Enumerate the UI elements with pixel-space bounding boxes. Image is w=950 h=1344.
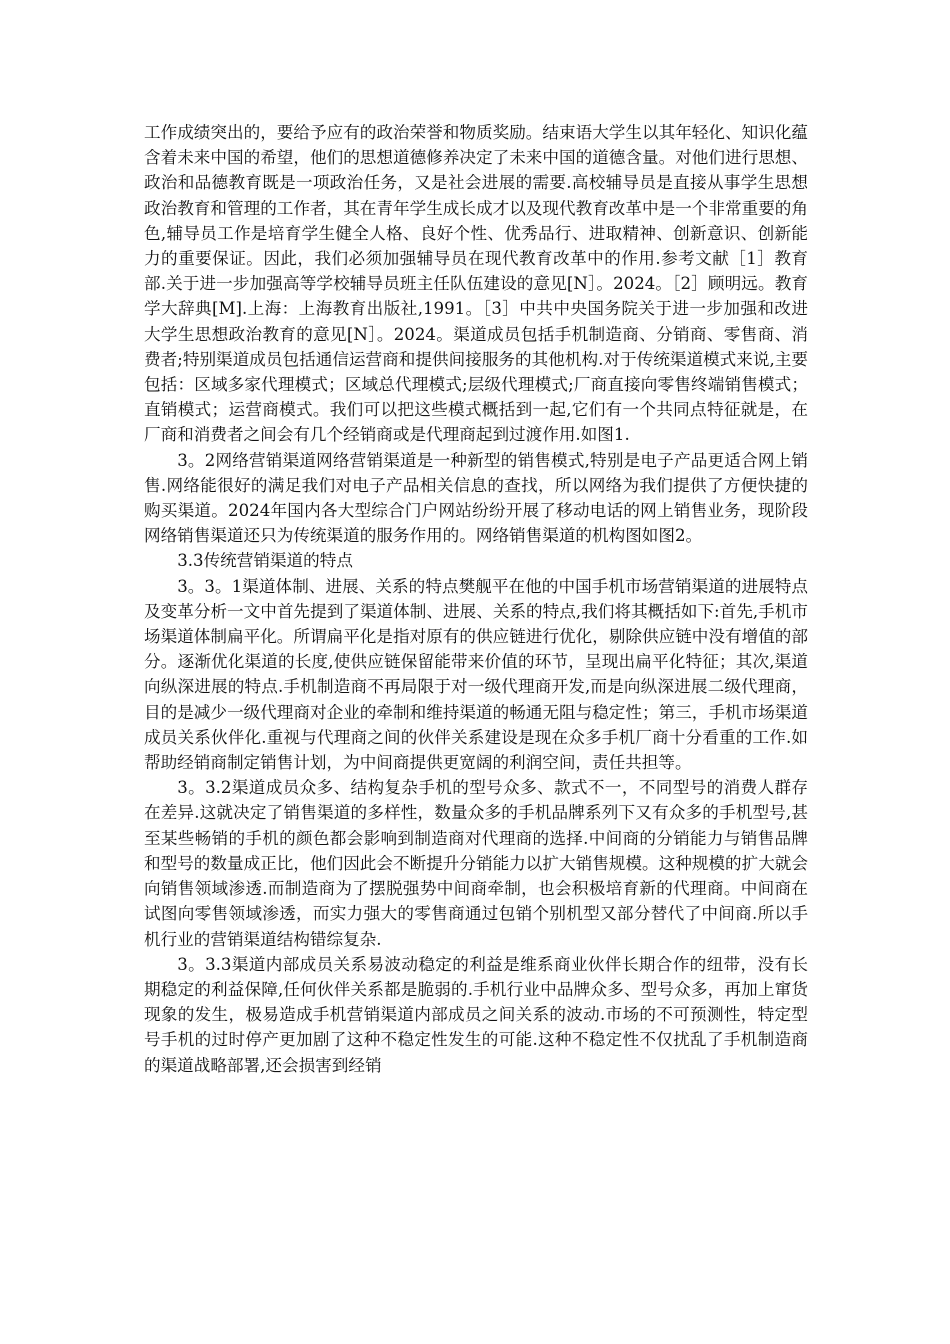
paragraph-3-3-2: 3。3.2渠道成员众多、结构复杂手机的型号众多、款式不一，不同型号的消费人群存在差异.这就决定了销售渠道的多样性，数量众多的手机品牌系列下又有众多的手机型号,甚至某些畅销的手机的颜色都会影响到制造商对代理商的选择.中间商的分销能力与销售品牌和型号的数量成正比，他们因此会不断提升分销能力以扩大销售规模。这种规模的扩大就会向销售领域渗透.而制造商为了摆脱强势中间商牵制，也会积极培育新的代理商。中间商在试图向零售领域渗透，而实力强大的零售商通过包销个别机型又部分替代了中间商.所以手机行业的营销渠道结构错综复杂. [144,778,808,949]
paragraph-3-3-3: 3。3.3渠道内部成员关系易波动稳定的利益是维系商业伙伴长期合作的纽带，没有长期稳定的利益保障,任何伙伴关系都是脆弱的.手机行业中品牌众多、型号众多，再加上窜货现象的发生，极易造成手机营销渠道内部成员之间关系的波动.市场的不可预测性，特定型号手机的过时停产更加剧了这种不稳定性发生的可能.这种不稳定性不仅扰乱了手机制造商的渠道战略部署,还会损害到经销 [144,954,808,1075]
document-body [144,120,808,1078]
section-heading-3-3: 3.3传统营销渠道的特点 [177,551,353,571]
paragraph-intro-references: 工作成绩突出的，要给予应有的政治荣誉和物质奖励。结束语大学生以其年轻化、知识化蕴含着未来中国的希望，他们的思想道德修养决定了未来中国的道德含量。对他们进行思想、政治和品德教育既是一项政治任务，又是社会进展的需要.高校辅导员是直接从事学生思想政治教育和管理的工作者，其在青年学生成长成才以及现代教育改革中是一个非常重要的角色,辅导员工作是培育学生健全人格、良好个性、优秀品行、进取精神、创新意识、创新能力的重要保证。因此，我们必须加强辅导员在现代教育改革中的作用.参考文献［1］教育部.关于进一步加强高等学校辅导员班主任队伍建设的意见[N］。2024。［2］顾明远。教育学大辞典[M].上海：上海教育出版社,1991。［3］中共中央国务院关于进一步加强和改进大学生思想政治教育的意见[N］。2024。渠道成员包括手机制造商、分销商、零售商、消费者;特别渠道成员包括通信运营商和提供间接服务的其他机构.对于传统渠道模式来说,主要包括：区域多家代理模式；区域总代理模式;层级代理模式;厂商直接向零售终端销售模式；直销模式；运营商模式。我们可以把这些模式概括到一起,它们有一个共同点特征就是，在厂商和消费者之间会有几个经销商或是代理商起到过渡作用.如图1. [144,123,808,445]
paragraph-3-2-online-channel: 3。2网络营销渠道网络营销渠道是一种新型的销售模式,特别是电子产品更适合网上销售.网络能很好的满足我们对电子产品相关信息的查找，所以网络为我们提供了方便快捷的购买渠道。2024年国内各大型综合门户网站纷纷开展了移动电话的网上销售业务，现阶段网络销售渠道还只为传统渠道的服务作用的。网络销售渠道的机构图如图2。 [144,450,808,546]
paragraph-3-3-1: 3。3。1渠道体制、进展、关系的特点樊舰平在他的中国手机市场营销渠道的进展特点及变革分析一文中首先提到了渠道体制、进展、关系的特点,我们将其概括如下:首先,手机市场渠道体制扁平化。所谓扁平化是指对原有的供应链进行优化，剔除供应链中没有增值的部分。逐渐优化渠道的长度,使供应链保留能带来价值的环节，呈现出扁平化特征；其次,渠道向纵深进展的特点.手机制造商不再局限于对一级代理商开发,而是向纵深进展二级代理商，目的是减少一级代理商对企业的牵制和维持渠道的畅通无阻与稳定性；第三，手机市场渠道成员关系伙伴化.重视与代理商之间的伙伴关系建设是现在众多手机厂商十分看重的工作.如帮助经销商制定销售计划，为中间商提供更宽阔的利润空间，责任共担等。 [144,576,808,773]
